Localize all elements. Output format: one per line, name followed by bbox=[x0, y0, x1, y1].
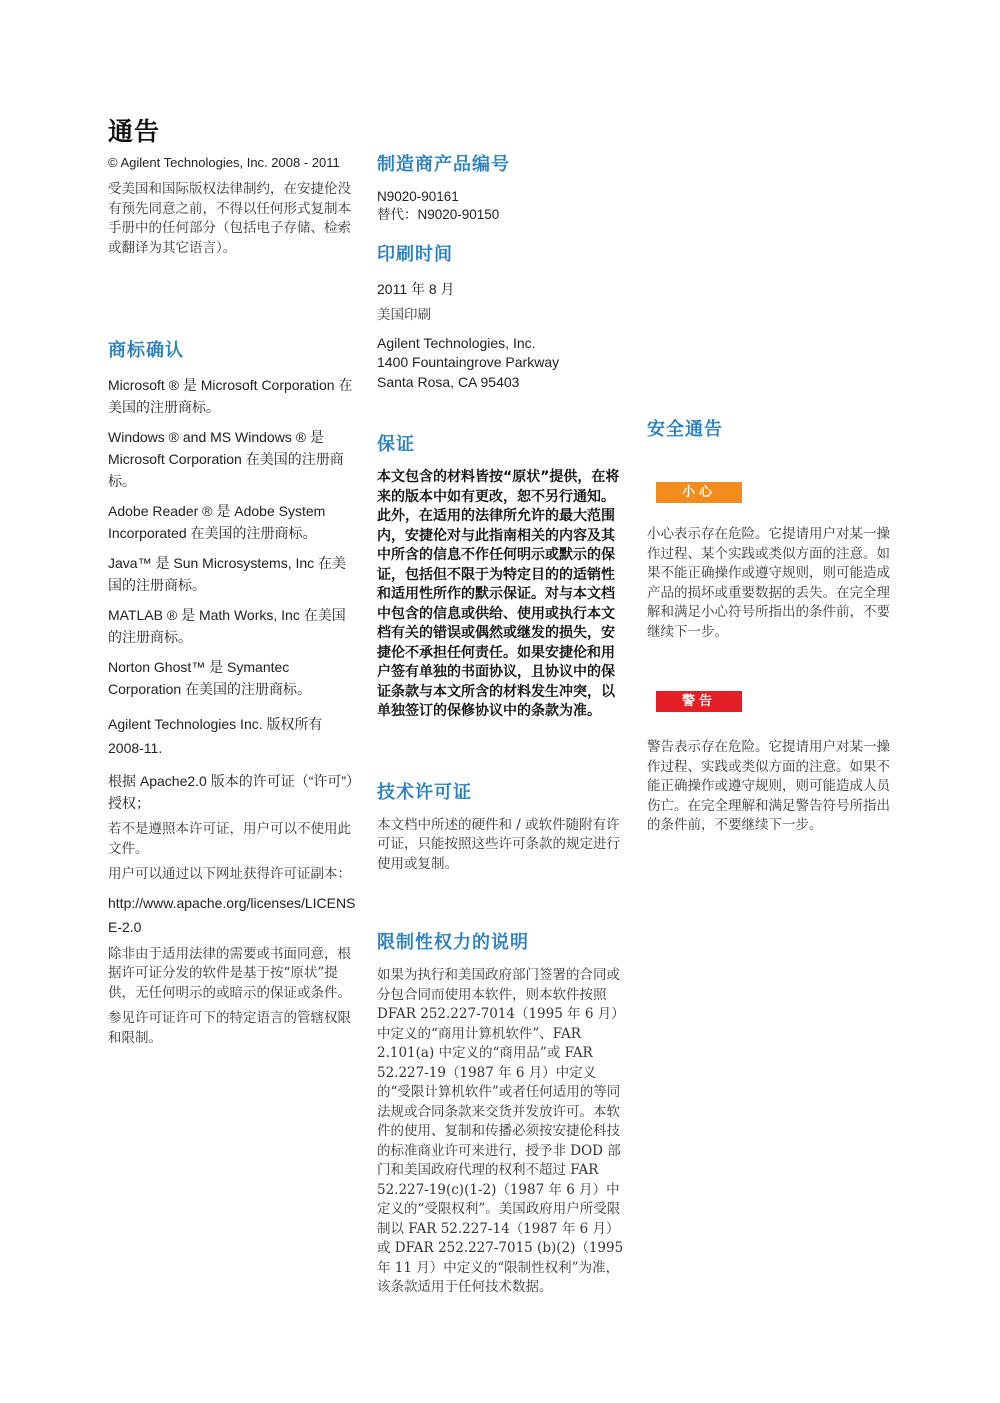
part-number-replaces: 替代：N9020-90150 bbox=[377, 207, 500, 222]
trademark-item: Norton Ghost™ 是 Symantec Corporation 在美国的注册商标。 bbox=[108, 659, 312, 697]
apache-paragraph: 除非由于适用法律的需要或书面同意，根据许可证分发的软件是基于按“原状”提供，无任何明示的或暗示的保证或条件。 bbox=[108, 945, 351, 1001]
company-name: Agilent Technologies, Inc. bbox=[377, 334, 536, 351]
license-text: 本文档中所述的硬件和 / 或软件随附有许可证，只能按照这些许可条款的规定进行使用或复制。 bbox=[377, 816, 620, 872]
right-column bbox=[647, 153, 897, 836]
warning-text: 警告表示存在危险。它提请用户对某一操作过程、实践或类似方面的注意。如果不能正确操作或遵守规则，则可能造成人员伤亡。在完全理解和满足警告符号所指出的条件前，不要继续下一步。 bbox=[647, 739, 890, 833]
page-title: 通告 bbox=[108, 117, 161, 146]
apache-paragraph: 参见许可证许可下的特定语言的管辖权限和限制。 bbox=[108, 1010, 351, 1046]
apache-paragraph: 用户可以通过以下网址获得许可证副本： bbox=[108, 866, 351, 882]
safety-heading: 安全通告 bbox=[647, 419, 723, 440]
license-url: http://www.apache.org/licenses/LICENSE-2.0 bbox=[108, 894, 356, 935]
warranty-text: 本文包含的材料皆按“原状”提供，在将来的版本中如有更改，恕不另行通知。此外，在适用的法律所允许的最大范围内，安捷伦对与此指南相关的内容及其中所含的信息不作任何明示或默示的保证，包括但不限于为特定目的的适销性和适用性所作的默示保证。对与本文档中包含的信息或供给、使用或执行本文档有关的错误或偶然或继发的损失，安捷伦不承担任何责任。如果安捷伦和用户签有单独的书面协议，且协议中的保证条款与本文所含的材料发生冲突，以单独签订的保修协议中的条款为准。 bbox=[377, 469, 620, 719]
apache-paragraph: 根据 Apache2.0 版本的许可证（“许可”）授权； bbox=[108, 773, 354, 811]
part-number-heading: 制造商产品编号 bbox=[377, 154, 510, 175]
restricted-continuation-space bbox=[647, 153, 897, 415]
copyright-text: 受美国和国际版权法律制约，在安捷伦没有预先同意之前，不得以任何形式复制本手册中的任何部分（包括电子存储、检索或翻译为其它语言）。 bbox=[108, 181, 351, 256]
copyright-line: © Agilent Technologies, Inc. 2008 - 2011 bbox=[108, 155, 340, 170]
apache-paragraph: 若不是遵照本许可证，用户可以不使用此文件。 bbox=[108, 821, 351, 857]
print-date-heading: 印刷时间 bbox=[377, 244, 453, 265]
trademark-item: Microsoft ® 是 Microsoft Corporation 在美国的注册商标。 bbox=[108, 377, 353, 415]
caution-label: 小心 bbox=[656, 482, 742, 503]
warning-label: 警告 bbox=[656, 691, 742, 712]
rights-statement: Agilent Technologies Inc. 版权所有 2008-11. bbox=[108, 716, 323, 756]
company-address-2: Santa Rosa, CA 95403 bbox=[377, 373, 520, 390]
trademark-item: Java™ 是 Sun Microsystems, Inc 在美国的注册商标。 bbox=[108, 555, 347, 593]
trademark-item: Adobe Reader ® 是 Adobe System Incorporated 在美国的注册商标。 bbox=[108, 503, 326, 541]
caution-text: 小心表示存在危险。它提请用户对某一操作过程、某个实践或类似方面的注意。如果不能正确操作或遵守规则，则可能造成产品的损坏或重要数据的丢失。在完全理解和满足小心符号所指出的条件前，不要继续下一步。 bbox=[647, 526, 890, 640]
restricted-heading: 限制性权力的说明 bbox=[377, 932, 529, 953]
company-address-1: 1400 Fountaingrove Parkway bbox=[377, 354, 560, 370]
printed-in: 美国印刷 bbox=[377, 307, 431, 323]
trademark-item: Windows ® and MS Windows ® 是 Microsoft Corporation 在美国的注册商标。 bbox=[108, 429, 344, 489]
part-number: N9020-90161 bbox=[377, 189, 459, 204]
left-column bbox=[108, 152, 356, 1048]
restricted-text: 如果为执行和美国政府部门签署的合同或分包合同而使用本软件，则本软件按照 DFAR 252.227-7014（1995 年 6 月）中定义的“商用计算机软件”、FAR 2.101(a) 中定义的“商用品”或 FAR 52.227-19（1987 年 6 月）中定义的“受限计算机软件”或者任何适用的等同法规或合同条款来交货并发放许可。本软件的使用、复制和传播必须按安捷伦科技的标准商业许可来进行，授予非 DOD 部门和美国政府代理的权利不超过 FAR 52.227-19(c)(1-2)（1987 年 6 月）中定义的“受限权利”。美国政府用户所受限制以 FAR 52.227-14（1987 年 6 月）或 DFAR 252.227-7015 (b)(2)（1995 年 11 月）中定义的“限制性权利”为准，该条款适用于任何技术数据。 bbox=[377, 967, 625, 1295]
trademark-item: MATLAB ® 是 Math Works, Inc 在美国的注册商标。 bbox=[108, 607, 346, 645]
trademarks-heading: 商标确认 bbox=[108, 340, 184, 361]
warranty-heading: 保证 bbox=[377, 434, 415, 455]
print-date: 2011 年 8 月 bbox=[377, 281, 455, 297]
license-heading: 技术许可证 bbox=[377, 781, 472, 803]
middle-column bbox=[377, 150, 625, 1298]
